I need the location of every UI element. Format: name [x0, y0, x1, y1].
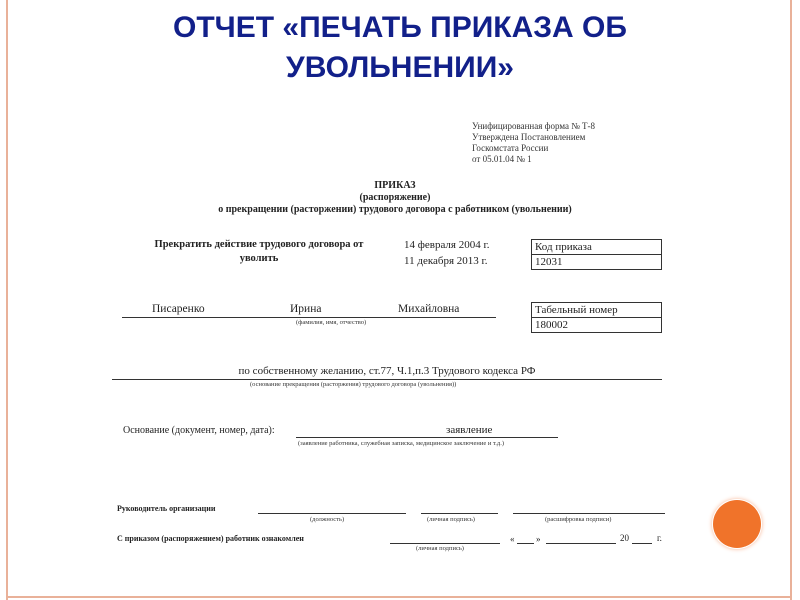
month-line: [546, 543, 616, 544]
order-title: ПРИКАЗ: [374, 180, 416, 191]
day-quote-close: »: [536, 534, 541, 544]
basis-underline: [296, 437, 558, 438]
signature-decoding-caption: (расшифровка подписи): [545, 516, 612, 523]
termination-reason-underline: [112, 379, 662, 380]
terminate-contract-label-line1: Прекратить действие трудового договора от: [154, 239, 364, 250]
personnel-number-label-cell: Табельный номер: [531, 302, 662, 318]
order-code-value-cell: 12031: [531, 254, 662, 270]
order-heading: [160, 180, 630, 216]
employee-name-caption: (фамилия, имя, отчество): [296, 319, 367, 326]
employee-first-name: Ирина: [290, 303, 322, 315]
form-info-line2: Утверждена Постановлением: [472, 132, 586, 142]
head-of-organization-label: Руководитель организации: [117, 504, 216, 513]
form-info-line3: Госкомстата России: [472, 143, 549, 153]
employee-signature-line: [390, 543, 500, 544]
slide-title-line1: ОТЧЕТ «ПЕЧАТЬ ПРИКАЗА ОБ: [173, 11, 627, 44]
decorative-orange-circle: [713, 500, 761, 548]
employee-acquainted-label: С приказом (распоряжением) работник ознакомлен: [117, 534, 304, 543]
termination-reason-caption: (основание прекращения (расторжения) трудового договора (увольнения)): [250, 381, 457, 388]
terminate-contract-label: [128, 238, 390, 266]
basis-value: заявление: [446, 424, 493, 436]
slide-title-line2: УВОЛЬНЕНИИ»: [286, 51, 514, 84]
position-caption: (должность): [310, 516, 345, 523]
signature-decoding-line: [513, 513, 665, 514]
day-quote-open: «: [510, 534, 515, 544]
order-subtitle: (распоряжение): [359, 192, 431, 203]
termination-reason: по собственному желанию, ст.77, Ч.1,п.3 Трудового кодекса РФ: [238, 365, 536, 377]
year-prefix: 20: [620, 533, 629, 543]
form-info: [472, 121, 595, 165]
year-line: [632, 543, 652, 544]
contract-date-value: 14 февраля 2004 г.: [404, 239, 490, 251]
basis-label: Основание (документ, номер, дата):: [123, 425, 275, 436]
form-info-line1: Унифицированная форма № Т-8: [472, 121, 596, 131]
employee-middle-name: Михайловна: [398, 303, 460, 315]
head-signature-line: [421, 513, 498, 514]
employee-signature-caption: (личная подпись): [416, 545, 464, 552]
basis-caption: (заявление работника, служебная записка, медицинское заключение и т.д.): [298, 440, 505, 447]
form-info-line4: от 05.01.04 № 1: [472, 154, 532, 164]
employee-last-name: Писаренко: [152, 303, 205, 315]
head-signature-caption: (личная подпись): [427, 516, 475, 523]
day-line: [517, 543, 534, 544]
order-description: о прекращении (расторжении) трудового договора с работником (увольнении): [218, 204, 572, 215]
terminate-contract-label-line2: уволить: [239, 253, 279, 264]
order-code-label-cell: Код приказа: [531, 239, 662, 255]
fire-date-value: 11 декабря 2013 г.: [404, 255, 488, 267]
personnel-number-value-cell: 180002: [531, 317, 662, 333]
year-suffix: г.: [657, 533, 662, 543]
employee-name-underline: [122, 317, 496, 318]
position-line: [258, 513, 406, 514]
